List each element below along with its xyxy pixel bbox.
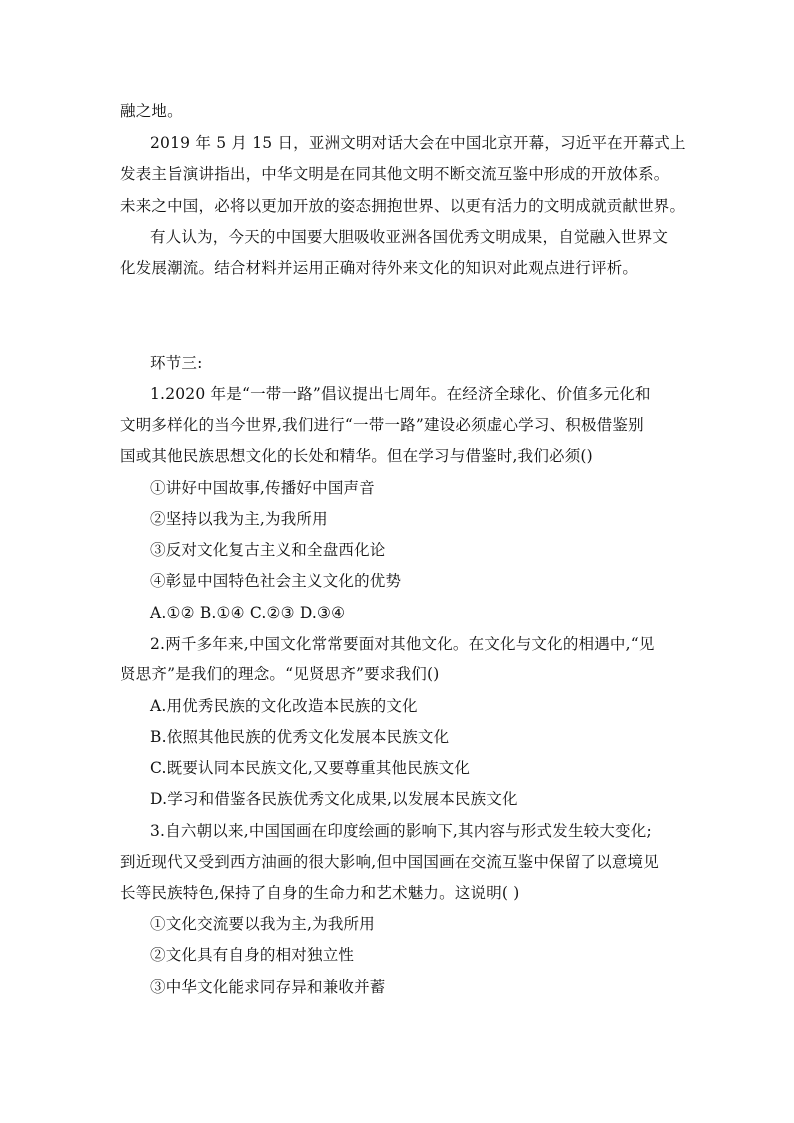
q2-stem-line-2: 贤思齐”是我们的理念。“见贤思齐”要求我们() <box>120 665 440 683</box>
section-heading: 环节三: <box>150 354 203 372</box>
q1-option-2: ②坚持以我为主,为我所用 <box>150 510 328 528</box>
q2-choice-a: A.用优秀民族的文化改造本民族的文化 <box>150 697 418 715</box>
paragraph-b-line-2: 发表主旨演讲指出，中华文明是在同其他文明不断交流互鉴中形成的开放体系。 <box>120 165 670 183</box>
paragraph-c-line-1: 有人认为，今天的中国要大胆吸收亚洲各国优秀文明成果，自觉融入世界文 <box>150 228 669 246</box>
q1-option-3: ③反对文化复古主义和全盘西化论 <box>150 541 386 559</box>
q1-stem-line-3: 国或其他民族思想文化的长处和精华。但在学习与借鉴时,我们必须() <box>120 447 593 465</box>
q1-option-4: ④彰显中国特色社会主义文化的优势 <box>150 572 402 590</box>
q3-option-2: ②文化具有自身的相对独立性 <box>150 946 355 964</box>
q2-choice-d: D.学习和借鉴各民族优秀文化成果,以发展本民族文化 <box>150 790 518 808</box>
q3-stem-line-3: 长等民族特色,保持了自身的生命力和艺术魅力。这说明( ) <box>120 884 520 902</box>
q2-stem-line-1: 2.两千多年来,中国文化常常要面对其他文化。在文化与文化的相遇中,“见 <box>150 635 655 653</box>
q1-stem-line-1: 1.2020 年是“一带一路”倡议提出七周年。在经济全球化、价值多元化和 <box>150 385 651 403</box>
q3-option-3: ③中华文化能求同存异和兼收并蓄 <box>150 978 386 996</box>
q1-option-1: ①讲好中国故事,传播好中国声音 <box>150 479 375 497</box>
q2-choice-c: C.既要认同本民族文化,又要尊重其他民族文化 <box>150 759 471 777</box>
paragraph-b-line-1: 2019 年 5 月 15 日，亚洲文明对话大会在中国北京开幕，习近平在开幕式上 <box>150 134 686 152</box>
q2-choice-b: B.依照其他民族的优秀文化发展本民族文化 <box>150 728 450 746</box>
q3-stem-line-2: 到近现代又受到西方油画的很大影响,但中国国画在交流互鉴中保留了以意境见 <box>120 853 659 871</box>
q3-stem-line-1: 3.自六朝以来,中国国画在印度绘画的影响下,其内容与形式发生较大变化; <box>150 822 652 840</box>
paragraph-b-line-3: 未来之中国，必将以更加开放的姿态拥抱世界、以更有活力的文明成就贡献世界。 <box>120 197 686 215</box>
q1-choices: A.①② B.①④ C.②③ D.③④ <box>150 604 346 622</box>
q3-option-1: ①文化交流要以我为主,为我所用 <box>150 915 375 933</box>
q1-stem-line-2: 文明多样化的当今世界,我们进行“一带一路”建设必须虚心学习、积极借鉴别 <box>120 416 644 434</box>
paragraph-a-line-1: 融之地。 <box>120 102 183 120</box>
paragraph-c-line-2: 化发展潮流。结合材料并运用正确对待外来文化的知识对此观点进行评析。 <box>120 259 639 277</box>
